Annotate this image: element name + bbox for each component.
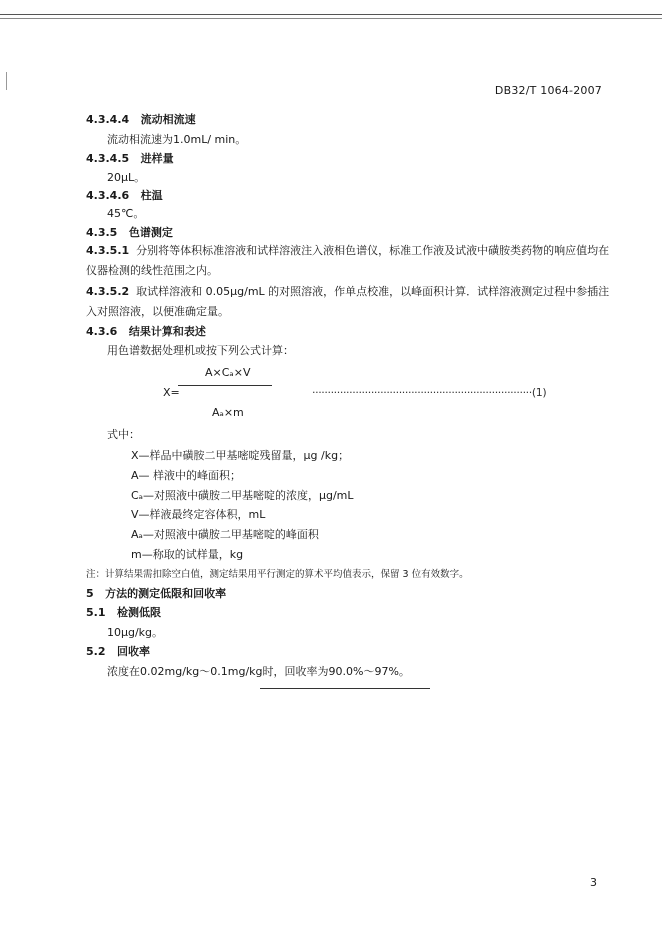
- section-4-3-5-2: [86, 282, 620, 322]
- formula-intro: 用色谱数据处理机或按下列公式计算：: [107, 344, 294, 357]
- section-4-3-6-heading: [86, 325, 206, 339]
- section-title: 检测低限: [117, 606, 161, 619]
- section-number: 4.3.5.1: [86, 244, 130, 257]
- section-4-3-4-4-heading: [86, 113, 196, 127]
- variable-definition: V—样液最终定容体积，mL: [131, 508, 266, 521]
- section-title: 方法的测定低限和回收率: [105, 587, 227, 600]
- where-label: 式中：: [107, 428, 140, 441]
- leader-dots: ·······································································: [312, 386, 532, 399]
- section-number: 4.3.5.2: [86, 285, 130, 298]
- section-number: 5: [86, 587, 94, 600]
- section-number: 5.1: [86, 606, 106, 619]
- section-title: 进样量: [140, 152, 174, 165]
- paragraph-text: 分别将等体积标准溶液和试样溶液注入液相色谱仪，标准工作液及试液中磺胺类药物的响应值均在仪器检测的线性范围之内。: [86, 244, 610, 277]
- formula-number: (1): [531, 386, 547, 399]
- section-title: 结果计算和表述: [128, 325, 206, 338]
- header-rule: [0, 14, 662, 15]
- paragraph-text: 取试样溶液和 0.05μg/mL 的对照溶液，作单点校准，以峰面积计算．试样溶液测定过程中参插注入对照溶液，以便准确定量。: [86, 285, 610, 318]
- section-number: 4.3.4.6: [86, 189, 130, 202]
- document-code: DB32/T 1064-2007: [494, 84, 602, 97]
- variable-definition: A— 样液中的峰面积；: [131, 469, 242, 482]
- section-4-3-5-1: [86, 241, 620, 281]
- section-4-3-5-heading: [86, 226, 173, 240]
- formula-leader-dots: [312, 386, 546, 399]
- section-number: 5.2: [86, 645, 106, 658]
- formula-numerator: A×Cₐ×V: [205, 366, 251, 379]
- section-5-1-body: 10μg/kg。: [107, 626, 164, 639]
- section-5-2-heading: [86, 645, 150, 659]
- section-title: 回收率: [117, 645, 150, 658]
- section-number: 4.3.4.4: [86, 113, 130, 126]
- section-4-3-4-5-body: 20μL。: [107, 171, 146, 184]
- section-5-2-body: 浓度在0.02mg/kg～0.1mg/kg时，回收率为90.0%～97%。: [107, 665, 410, 678]
- section-4-3-4-6-heading: [86, 189, 163, 203]
- end-of-document-rule: [260, 688, 430, 689]
- header-rule-secondary: [0, 18, 662, 19]
- section-4-3-4-5-heading: [86, 152, 174, 166]
- calculation-note: 注：计算结果需扣除空白值，测定结果用平行测定的算术平均值表示，保留 3 位有效数字。: [86, 569, 469, 580]
- variable-definition: Cₐ—对照液中磺胺二甲基嘧啶的浓度，μg/mL: [131, 489, 354, 502]
- section-title: 流动相流速: [140, 113, 196, 126]
- formula-lhs: X=: [163, 386, 180, 399]
- page-number: 3: [590, 876, 597, 889]
- fraction-bar: [178, 385, 272, 386]
- variable-definition: Aₐ—对照液中磺胺二甲基嘧啶的峰面积: [131, 528, 319, 541]
- binding-edge-mark: [6, 72, 7, 90]
- section-5-1-heading: [86, 606, 161, 620]
- section-4-3-4-6-body: 45℃。: [107, 207, 145, 220]
- section-title: 柱温: [140, 189, 163, 202]
- section-5-heading: [86, 587, 226, 601]
- section-number: 4.3.4.5: [86, 152, 130, 165]
- section-number: 4.3.5: [86, 226, 118, 239]
- variable-definition: m—称取的试样量，kg: [131, 548, 244, 561]
- section-4-3-4-4-body: 流动相流速为1.0mL/ min。: [107, 133, 247, 146]
- section-number: 4.3.6: [86, 325, 118, 338]
- variable-definition: X—样品中磺胺二甲基嘧啶残留量，μg /kg；: [131, 449, 350, 462]
- formula-denominator: Aₐ×m: [212, 406, 244, 419]
- section-title: 色谱测定: [128, 226, 173, 239]
